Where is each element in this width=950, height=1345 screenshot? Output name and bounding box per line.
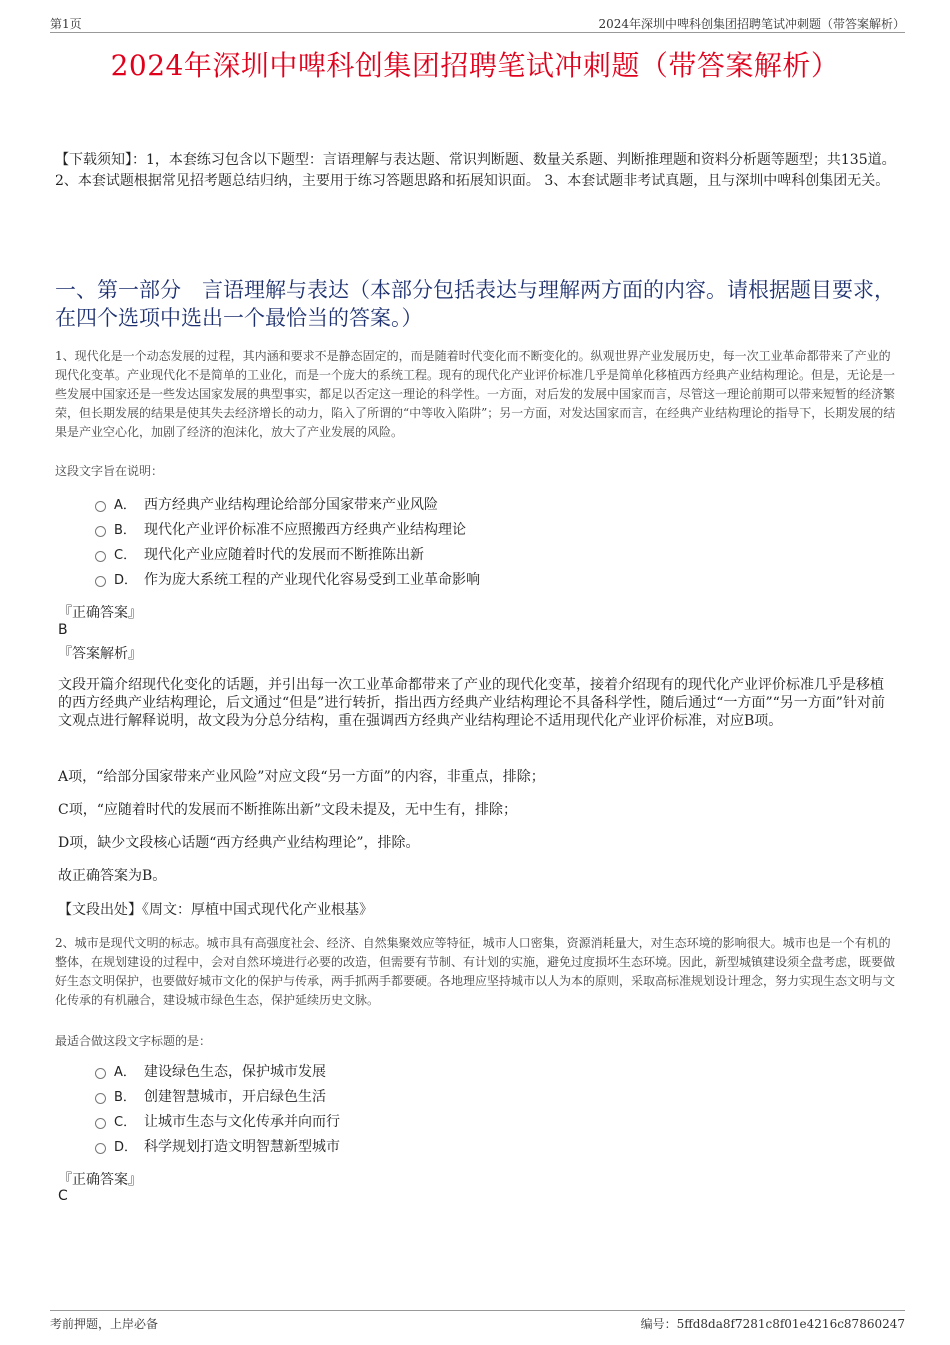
passage-source: 【文段出处】《周文：厚植中国式现代化产业根基》 xyxy=(58,902,373,918)
footer-serial: 编号：5ffd8da8f7281c8f01e4216c87860247 xyxy=(640,1317,905,1331)
option-letter: C． xyxy=(114,548,137,563)
radio-icon[interactable] xyxy=(95,1118,106,1129)
question-2-prompt: 最适合做这段文字标题的是： xyxy=(55,1034,212,1048)
radio-icon[interactable] xyxy=(95,576,106,587)
question-2-options xyxy=(95,1060,340,1160)
option-d[interactable] xyxy=(95,568,480,593)
option-text: 西方经典产业结构理论给部分国家带来产业风险 xyxy=(144,497,438,513)
radio-icon[interactable] xyxy=(95,526,106,537)
page-footer xyxy=(50,1310,905,1331)
option-text: 作为庞大系统工程的产业现代化容易受到工业革命影响 xyxy=(144,572,480,588)
answer-label: 『正确答案』 xyxy=(58,605,142,621)
radio-icon[interactable] xyxy=(95,551,106,562)
analysis-conclusion: 故正确答案为B。 xyxy=(58,868,167,884)
option-a[interactable] xyxy=(95,1060,340,1085)
footer-slogan: 考前押题，上岸必备 xyxy=(50,1317,159,1331)
radio-icon[interactable] xyxy=(95,501,106,512)
radio-icon[interactable] xyxy=(95,1093,106,1104)
option-letter: B． xyxy=(114,1090,136,1105)
question-1-options xyxy=(95,493,480,593)
option-text: 现代化产业评价标准不应照搬西方经典产业结构理论 xyxy=(144,522,466,538)
option-letter: D． xyxy=(114,1140,138,1155)
analysis-label: 『答案解析』 xyxy=(58,646,142,662)
question-2-passage: 2、城市是现代文明的标志。城市具有高强度社会、经济、自然集聚效应等特征，城市人口密集，资源消耗量大，对生态环境的影响很大。城市也是一个有机的整体，在规划建设的过程中，会对自然环境进行必要的改造，但需要有节制、有计划的实施，避免过度损坏生态环境。因此，新型城镇建设须全盘考虑，既要做好生态文明保护，也要做好城市文化的保护与传承，两手抓两手都要硬。各地理应坚持城市以人为本的原则，采取高标准规划设计理念，努力实现生态文明与文化传承的有机融合，建设城市绿色生态，保护延续历史文脉。 xyxy=(55,936,896,1007)
option-a[interactable] xyxy=(95,493,480,518)
download-notice: 【下载须知】：1，本套练习包含以下题型：言语理解与表达题、常识判断题、数量关系题、判断推理题和资料分析题等题型；共135道。 2、本套试题根据常见招考题总结归纳，主要用于练习答题思路和拓展知识面。 3、本套试题非考试真题，且与深圳中啤科创集团无关。 xyxy=(55,152,896,189)
analysis-option-d: D项，缺少文段核心话题“西方经典产业结构理论”，排除。 xyxy=(58,835,420,851)
option-letter: A． xyxy=(114,498,136,513)
option-text: 创建智慧城市，开启绿色生活 xyxy=(144,1089,326,1105)
option-c[interactable] xyxy=(95,1110,340,1135)
page-number: 第1页 xyxy=(50,17,82,31)
analysis-option-a: A项，“给部分国家带来产业风险”对应文段“另一方面”的内容，非重点，排除； xyxy=(58,769,545,785)
option-letter: B． xyxy=(114,523,136,538)
answer-value: B xyxy=(58,622,68,638)
document-title: 2024年深圳中啤科创集团招聘笔试冲刺题（带答案解析） xyxy=(110,49,840,82)
answer-label: 『正确答案』 xyxy=(58,1172,142,1188)
option-text: 让城市生态与文化传承并向而行 xyxy=(144,1114,340,1130)
option-d[interactable] xyxy=(95,1135,340,1160)
question-1-passage: 1、现代化是一个动态发展的过程，其内涵和要求不是静态固定的，而是随着时代变化而不断变化的。纵观世界产业发展历史，每一次工业革命都带来了产业的现代化变革。产业现代化不是简单的工业化，而是一个庞大的系统工程。现有的现代化产业评价标准几乎是简单化移植西方经典产业结构理论。但是，无论是一些发展中国家还是一些发达国家发展的典型事实，都足以否定这一理论的科学性。一方面，对后发的发展中国家而言，尽管这一理论前期可以带来短暂的经济繁荣，但长期发展的结果是使其失去经济增长的动力，陷入了所谓的“中等收入陷阱”；另一方面，对发达国家而言，在经典产业结构理论的指导下，长期发展的结果是产业空心化，加剧了经济的泡沫化，放大了产业发展的风险。 xyxy=(55,349,896,439)
option-letter: C． xyxy=(114,1115,137,1130)
answer-value: C xyxy=(58,1188,68,1204)
page-header xyxy=(50,12,905,33)
option-text: 现代化产业应随着时代的发展而不断推陈出新 xyxy=(144,547,424,563)
option-b[interactable] xyxy=(95,1085,340,1110)
header-doc-title: 2024年深圳中啤科创集团招聘笔试冲刺题（带答案解析） xyxy=(598,17,905,31)
radio-icon[interactable] xyxy=(95,1143,106,1154)
option-text: 科学规划打造文明智慧新型城市 xyxy=(144,1139,340,1155)
question-1-prompt: 这段文字旨在说明： xyxy=(55,464,164,478)
analysis-option-c: C项，“应随着时代的发展而不断推陈出新”文段未提及，无中生有，排除； xyxy=(58,802,518,818)
option-letter: A． xyxy=(114,1065,136,1080)
radio-icon[interactable] xyxy=(95,1068,106,1079)
option-b[interactable] xyxy=(95,518,480,543)
option-c[interactable] xyxy=(95,543,480,568)
section-heading: 一、第一部分 言语理解与表达（本部分包括表达与理解两方面的内容。请根据题目要求，在四个选项中选出一个最恰当的答案。） xyxy=(55,278,895,330)
option-letter: D． xyxy=(114,573,138,588)
option-text: 建设绿色生态，保护城市发展 xyxy=(144,1064,326,1080)
analysis-text: 文段开篇介绍现代化变化的话题，并引出每一次工业革命都带来了产业的现代化变革，接着介绍现有的现代化产业评价标准几乎是移植的西方经典产业结构理论，后文通过“但是”进行转折，指出西方经典产业结构理论不具备科学性，随后通过“一方面”“另一方面”针对前文观点进行解释说明，故文段为分总分结构，重在强调西方经典产业结构理论不适用现代化产业评价标准，对应B项。 xyxy=(58,677,885,729)
